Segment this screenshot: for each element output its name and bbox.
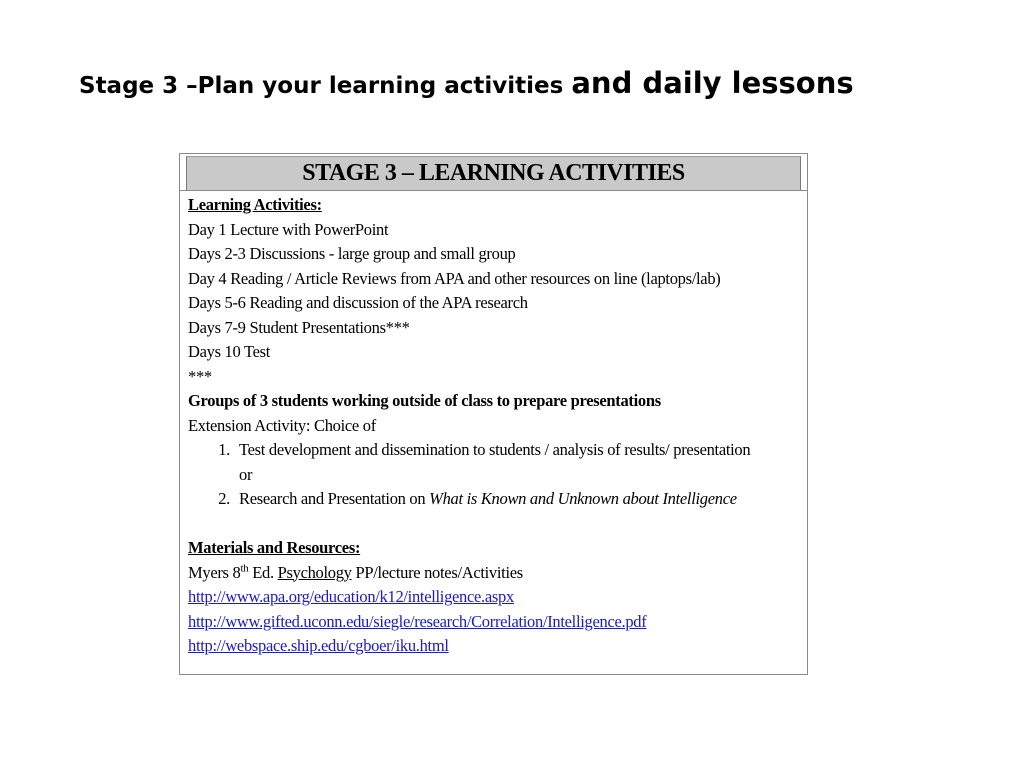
extension-item-number: 2. — [218, 489, 230, 508]
groups-note: Groups of 3 students working outside of class to prepare presentations — [188, 391, 661, 410]
extension-item-text: Test development and dissemination to students / analysis of results/ presentation — [239, 440, 751, 459]
textbook-suffix: PP/lecture notes/Activities — [351, 562, 523, 582]
learning-activities-heading: Learning Activities: — [188, 195, 322, 214]
extension-item-continuation: or — [239, 464, 253, 484]
extension-item-text — [239, 487, 737, 512]
asterisks-note: *** — [188, 366, 212, 386]
resource-link-uconn[interactable]: http://www.gifted.uconn.edu/siegle/research/Correlation/Intelligence.pdf — [188, 611, 647, 631]
materials-heading: Materials and Resources: — [188, 538, 361, 557]
extension-item-text-italic: What is Known and Unknown about Intelligence — [429, 489, 737, 508]
textbook-line — [188, 561, 807, 586]
extension-item-2 — [188, 487, 807, 512]
textbook-superscript: th — [240, 562, 249, 574]
activity-item: Day 4 Reading / Article Reviews from APA and other resources on line (laptops/lab) — [188, 268, 721, 288]
activity-item: Days 7-9 Student Presentations*** — [188, 317, 410, 337]
extension-item-1 — [188, 438, 807, 463]
textbook-prefix: Myers 8 — [188, 562, 241, 582]
extension-intro: Extension Activity: Choice of — [188, 415, 376, 435]
activity-item: Days 10 Test — [188, 342, 271, 361]
spacer — [188, 512, 807, 537]
textbook-middle: Ed. — [248, 562, 278, 582]
stage-body — [180, 191, 807, 659]
extension-item-number: 1. — [218, 440, 230, 459]
stage-header: STAGE 3 – LEARNING ACTIVITIES — [186, 156, 801, 190]
stage-3-box — [179, 153, 808, 675]
activity-item: Days 2-3 Discussions - large group and small group — [188, 244, 516, 263]
activity-item: Day 1 Lecture with PowerPoint — [188, 219, 389, 239]
textbook-title: Psychology — [277, 562, 352, 582]
resource-link-apa[interactable]: http://www.apa.org/education/k12/intelligence.aspx — [188, 587, 514, 606]
activity-item: Days 5-6 Reading and discussion of the APA research — [188, 293, 528, 312]
slide-title-part1: Stage 3 –Plan your learning activities — [79, 73, 572, 99]
slide-title-part2: and daily lessons — [571, 66, 854, 100]
resource-link-ship[interactable]: http://webspace.ship.edu/cgboer/iku.html — [188, 636, 449, 655]
slide-title — [79, 66, 854, 100]
extension-item-text-plain: Research and Presentation on — [239, 489, 430, 508]
